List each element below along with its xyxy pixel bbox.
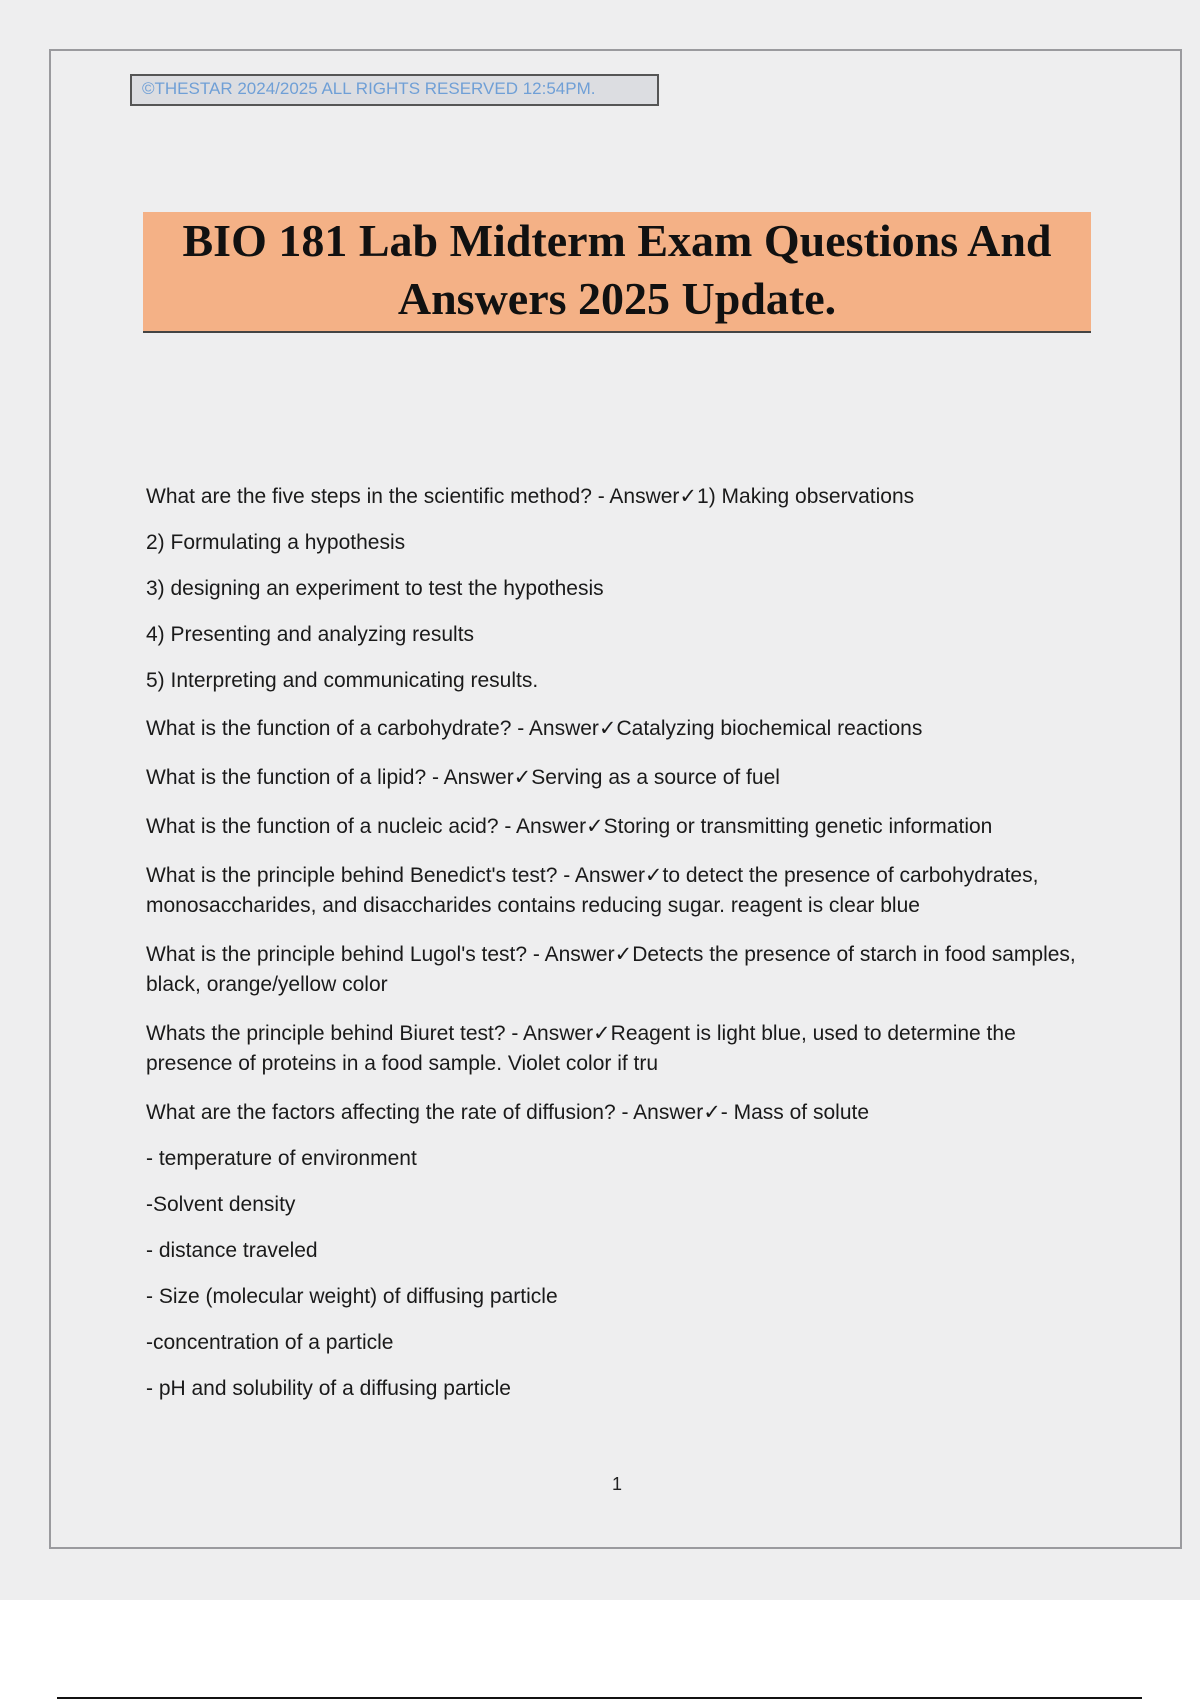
copyright-header: ©THESTAR 2024/2025 ALL RIGHTS RESERVED 12:54PM. — [130, 74, 659, 106]
paragraph-factor-size: - Size (molecular weight) of diffusing particle — [146, 1285, 558, 1308]
title-line-1: BIO 181 Lab Midterm Exam Questions And — [182, 215, 1052, 266]
title-block — [143, 212, 1091, 333]
paragraph-step-3: 3) designing an experiment to test the hypothesis — [146, 577, 604, 600]
paragraph-q1: What are the five steps in the scientific method? - Answer✓1) Making observations — [146, 485, 915, 508]
paragraph-biuret-test: Whats the principle behind Biuret test? - Answer✓Reagent is light blue, used to determine the presence of proteins in a food sample. Violet color if tru — [146, 1022, 1016, 1075]
paragraph-carbohydrate: What is the function of a carbohydrate? - Answer✓Catalyzing biochemical reactions — [146, 717, 923, 740]
paragraph-factor-distance: - distance traveled — [146, 1239, 318, 1262]
paragraph-lipid: What is the function of a lipid? - Answer✓Serving as a source of fuel — [146, 766, 780, 789]
paragraph-factor-solvent: -Solvent density — [146, 1193, 296, 1216]
paragraph-benedicts-test: What is the principle behind Benedict's test? - Answer✓to detect the presence of carbohydrates, monosaccharides, and disaccharides contains reducing sugar. reagent is clear blue — [146, 864, 1039, 917]
footer-divider — [57, 1697, 1142, 1699]
paragraph-lugols-test: What is the principle behind Lugol's test? - Answer✓Detects the presence of starch in food samples, black, orange/yellow color — [146, 943, 1076, 996]
title-line-2: Answers 2025 Update. — [397, 273, 837, 324]
qa-content — [146, 482, 1096, 1404]
paragraph-diffusion: What are the factors affecting the rate of diffusion? - Answer✓- Mass of solute — [146, 1101, 870, 1124]
paragraph-factor-concentration: -concentration of a particle — [146, 1331, 394, 1354]
page-number: 1 — [611, 1474, 622, 1494]
paragraph-step-4: 4) Presenting and analyzing results — [146, 623, 475, 646]
paragraph-step-2: 2) Formulating a hypothesis — [146, 531, 406, 554]
paragraph-factor-ph: - pH and solubility of a diffusing particle — [146, 1377, 511, 1400]
paragraph-step-5: 5) Interpreting and communicating results. — [146, 669, 539, 692]
paragraph-nucleic-acid: What is the function of a nucleic acid? - Answer✓Storing or transmitting genetic information — [146, 815, 993, 838]
paragraph-factor-temperature: - temperature of environment — [146, 1147, 417, 1170]
